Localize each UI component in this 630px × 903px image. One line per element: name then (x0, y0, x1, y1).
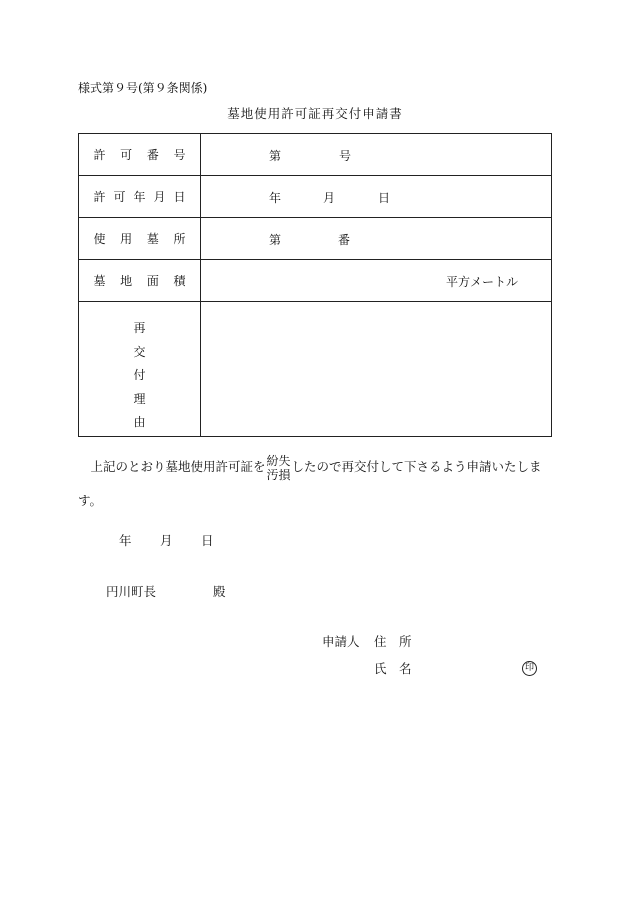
seal-text: 印 (522, 661, 537, 676)
applicant-label: 申請人 (322, 634, 360, 649)
permit-number-field[interactable] (201, 134, 552, 176)
grave-plot-suffix: 番 (338, 233, 351, 247)
applicant-name-label: 氏 名 (374, 661, 412, 676)
option-damage: 汚損 (266, 467, 291, 482)
application-statement (78, 450, 552, 518)
permit-date-field[interactable] (201, 176, 552, 218)
addressee-name: 円川町長 (106, 584, 157, 599)
date-month: 月 (160, 533, 173, 548)
reason-label: 再 交 付 理 由 (133, 321, 146, 430)
permit-date-day: 日 (378, 191, 391, 205)
seal-mark-icon (522, 658, 537, 676)
option-loss: 紛失 (266, 453, 291, 468)
table-row-grave-plot (79, 218, 552, 260)
applicant-address-label: 住 所 (374, 634, 412, 649)
table-row-permit-number (79, 134, 552, 176)
grave-area-label-cell (79, 260, 201, 302)
permit-date-label-cell (79, 176, 201, 218)
reason-field[interactable] (201, 302, 552, 437)
permit-number-prefix: 第 (269, 149, 282, 163)
grave-plot-prefix: 第 (269, 233, 282, 247)
grave-plot-label: 使用墓所 (93, 232, 186, 246)
date-year: 年 (119, 533, 132, 548)
statement-before: 上記のとおり墓地使用許可証を (90, 459, 266, 474)
grave-plot-label-cell (79, 218, 201, 260)
permit-date-label: 許可年月日 (93, 190, 186, 204)
grave-area-label: 墓地面積 (93, 274, 186, 288)
loss-or-damage-option[interactable] (267, 454, 291, 482)
table-row-grave-area (79, 260, 552, 302)
permit-date-month: 月 (323, 191, 336, 205)
permit-number-suffix: 号 (339, 149, 352, 163)
addressee-honorific: 殿 (213, 584, 226, 599)
form-title: 墓地使用許可証再交付申請書 (227, 106, 403, 121)
table-row-permit-date (79, 176, 552, 218)
reason-label-cell (79, 302, 201, 437)
form-number: 様式第９号(第９条関係) (78, 81, 208, 95)
grave-area-unit: 平方メートル (446, 275, 519, 289)
permit-number-label-cell (79, 134, 201, 176)
table-row-reason (79, 302, 552, 437)
permit-number-label: 許可番号 (93, 148, 186, 162)
application-table (78, 133, 552, 437)
grave-area-field[interactable] (201, 260, 552, 302)
statement-after: したので再交付して下さるよう申請いたします。 (78, 459, 542, 508)
date-day: 日 (201, 533, 214, 548)
permit-date-year: 年 (269, 191, 282, 205)
grave-plot-field[interactable] (201, 218, 552, 260)
